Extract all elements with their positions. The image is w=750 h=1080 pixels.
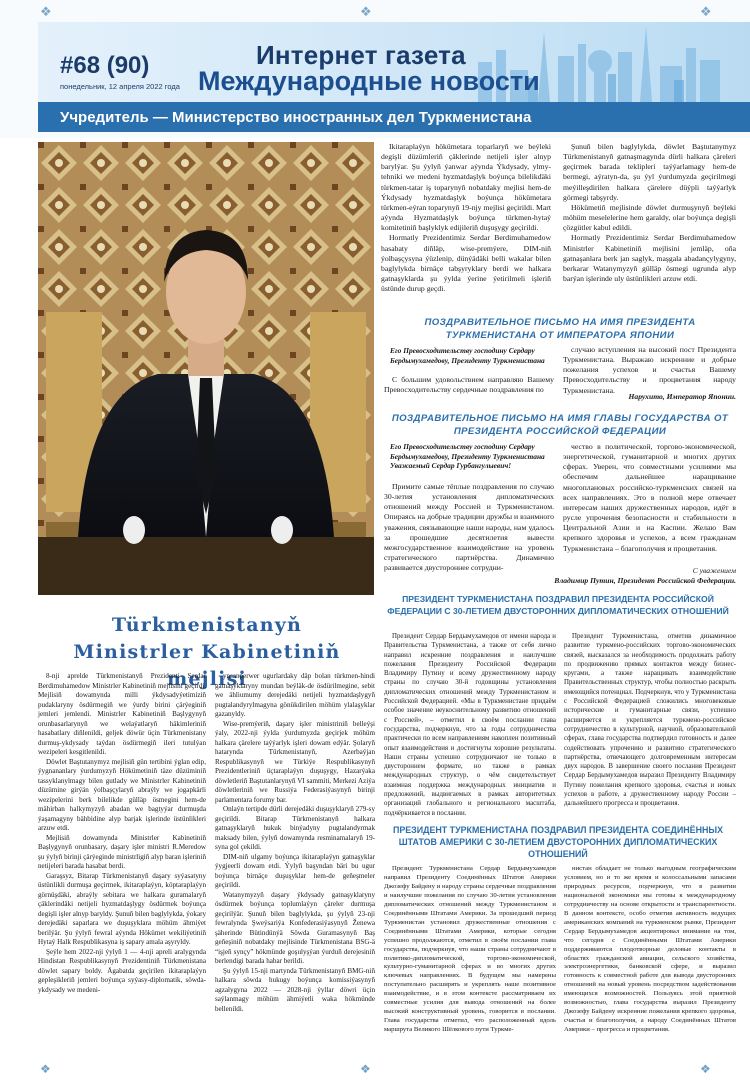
paragraph: Onlaýn tertipde dürli derejedäki duşuşyklaryň 279-sy geçirildi. Bitarap Türkmenistanyň halkara gatnaşyklaryň hukuk binýadyny pugtalandyrmak maksady bilen, ýylyň dowamynda resminamalaryň 19-syna gol çekildi. xyxy=(215,805,375,851)
russia-letter-signature: Владимир Путин, Президент Российской Федерации. xyxy=(554,576,736,585)
issue-date: понедельник, 12 апреля 2022 года xyxy=(60,82,180,91)
portrait-image-icon xyxy=(38,142,374,595)
usa-news-headline: ПРЕЗИДЕНТ ТУРКМЕНИСТАНА ПОЗДРАВИЛ ПРЕЗИДЕНТА СОЕДИНЁННЫХ ШТАТОВ АМЕРИКИ С 30-ЛЕТИЕМ ДВУСТОРОННИХ ДИПЛОМАТИЧЕСКИХ ОТНОШЕНИЙ xyxy=(380,825,736,860)
paragraph: ynsanperwer ugurlardaky däp bolan türkmen-hindi gatnaşyklaryny mundan beýläk-de ösdürilmegine, sebit we ähliumumy derejedäki netijeli hyzmatdaşlygyň pugtalandyrylmagyna gönükdirilen möhüm ylalaşyklar gazanyldy. xyxy=(215,672,375,718)
ornament-icon: ❖ xyxy=(700,4,712,19)
paragraph: Ikitaraplaýyn hökümetara toparlaryň we beýleki degişli düzümleriň çäklerinde netijeli işler alnyp barylýar. Şu ýylyň ýanwar aýynda Ýkdysady, ylmy-tehniki we medeni hyzmatdaşlyk boýunça bilelikdäki türkmen-tatar iş toparynyň nobatdaky mejlisi hem-de Ýkdysady hyzmatdaşlyk boýunça hökümetara türkmen-eýran toparynyň 19-njy mejlisi geçirildi. Mart aýynda Hyzmatdaşlyk boýunça türkmen-hytaý komitetiniň başlyklyk edijileriň duşuşygy geçirildi. xyxy=(381,142,551,233)
top-ornament xyxy=(0,0,750,22)
russia-letter-text-left xyxy=(384,482,554,573)
japan-text-right xyxy=(563,345,736,396)
paragraph: 8-nji aprelde Türkmenistanyň Prezidenti Serdar Berdimuhamedow Ministrler Kabinetiniň mejlisini geçirdi. Mejlisiň dowamynda milli ýkdysadyýetimiziň pudaklaryny ösdürmegiň we ýurdy birini çärýeginiň jemleri jemlendi. Ministrler Kabinetiniň Başlygynyň orunbasarlarynyň we welaýatlaryň häkimleriniň hasabatlary diňlenildi, geljek döwür üçin Türkmenistany durmuş-ykdysady taýdan ösdürmegiň ileri tutulýan wezipeleri kesgitlenildi. xyxy=(38,672,206,756)
japan-text-left xyxy=(384,375,554,395)
newspaper-title: Интернет газета xyxy=(256,40,466,70)
paragraph: Примите самые тёплые поздравления по случаю 30-летия установления дипломатических отношений между Россией и Туркменистаном. Опираясь на добрые традиции дружбы и взаимного уважения, связывающие наши народы, нам удалось за прошедшие десятилетия вывести межгосударственное взаимодействие на уровень стратегического партнёрства. Динамично развивается двустороннее сотрудни- xyxy=(384,482,554,573)
japan-address: Его Превосходительству господину Сердару Бердымухамедову, Президенту Туркменистана xyxy=(390,346,545,365)
paragraph: С большим удовольствием направляю Вашему Превосходительству сердечные поздравления по xyxy=(384,375,554,395)
masthead xyxy=(0,0,750,138)
paragraph: Wise-premýeriň, daşary işler ministriniň belleýşi ýaly, 2022-nji ýylda ýurdumyzda geçirjek möhüm halkara çärelere taýýarlyk işleri dowam edýär. Şolaryň hatarynda Türkmenistanyň, Azerbaýjan Respublikasynyň we Türkiýe Respublikasynyň Prezidentleriniň üçtaraplaýyn duşuşygy, Hazarýaka döwletleriň Baştutanlarynyň VI sammiti, Merkezi Aziýa döwletleriniň we Russiýa Federasiýasynyň birinji parlamentara forumy bar. xyxy=(215,719,375,804)
paragraph: Президент Туркменистана Сердар Бердымухамедов направил Президенту Соединённых Штатов Америки Джозефу Байдену и народу страны сердечные поздравления и наилучшие пожелания по случаю 30-летия установления дипломатических отношений между Туркменистаном и Соединёнными Штатами Америки. За прошедший период Туркменистан установил дружественные отношения с Соединёнными Штатами Америки, которые сегодня успешно продолжаются, отметил в своём послании глава государства, подчеркнув, что наши страны сотрудничают в политико-дипломатической, торгово-экономической, культурно-гуманитарной сферах и во многих других ключевых направлениях. В будущем мы намерены поступательно расширять и укреплять наше позитивное взаимодействие, и в этом контексте рассматриваем их совместные усилия для вывода отношений на более высокий конструктивный уровень, говорится в послании. Глава государства отметил, что расположенный вдоль маршрута Великого Шёлкового пути Туркме- xyxy=(384,865,556,1034)
article-column xyxy=(563,142,736,284)
paragraph: Watanymyzyň daşary ýkdysady gatnaşyklaryny ösdürmek boýunça toplumlaýyn çäreler durmuşa geçirilýär. Şunuň bilen baglylykda, şu ýylyň 23-nji fewralynda Şweýsariýa Konfederasiýasynyň Ženewa şäherinde Bütindünýä Söwda Guramasynyň Baş geňeşiniň nobatdaky mejlisinde Türkmenistana BSG-ä “işjeň synçy” hökmünde goşulyşýan ýurduň derejesiniň berlendigi barada habar berildi. xyxy=(215,890,375,965)
russia-news-headline: ПРЕЗИДЕНТ ТУРКМЕНИСТАНА ПОЗДРАВИЛ ПРЕЗИДЕНТА РОССИЙСКОЙ ФЕДЕРАЦИИ С 30-ЛЕТИЕМ ДВУСТОРОННИХ ДИПЛОМАТИЧЕСКИХ ОТНОШЕНИЙ xyxy=(380,594,736,617)
russia-letter-text-right xyxy=(563,442,736,554)
russia-letter-closing: С уважением xyxy=(692,566,736,575)
article-column xyxy=(381,142,551,294)
newspaper-subtitle: Международные новости xyxy=(198,66,540,96)
article-headline: Türkmenistanyň Ministrler Kabinetiniň mejlisi xyxy=(73,614,341,690)
ornament-icon: ❖ xyxy=(40,1062,51,1076)
japan-letter-headline: ПОЗДРАВИТЕЛЬНОЕ ПИСЬМО НА ИМЯ ПРЕЗИДЕНТА ТУРКМЕНИСТАНА ОТ ИМПЕРАТОРА ЯПОНИИ xyxy=(424,317,696,341)
ornament-icon: ❖ xyxy=(40,4,52,19)
ornament-icon: ❖ xyxy=(360,1062,371,1076)
paragraph: Mejlisiň dowamynda Ministrler Kabinetiniň Başlygynyň orunbasary, daşary işler ministri R.Meredow şu ýylyň birinji çärýeginde ministrligiň alyp baran işleriniň netijeleri barada hasabat berdi. xyxy=(38,833,206,870)
article-column xyxy=(215,672,375,1014)
founder-text: Учредитель — Министерство иностранных дел Туркменистана xyxy=(60,109,532,126)
paragraph: Garaşsyz, Bitarap Türkmenistanyň daşary syýasatyny üstünlikli durmuşa geçirmek, ikitaraplaýyn, köptaraplaýyn görnüşdäki, abraýly sebitara we halkara guramalaryň çäklerindäki netijeli hyzmatdaşlygy ösdürmek boýunça degişli işler alnyp baryldy. Şunuň bilen baglylykda, ýokary derejedäki saparlara we duşuşyklara möhüm ähmiýet berilýär. Şu ýylyň fewral aýynda Hökümet wekiliýetiniň Hytaý Halk Respublikasyna iş sapary amala aşyryldy. xyxy=(38,871,206,946)
paragraph: нистан обладает не только выгодным географическим условием, но и то же время и колоссальными запасами природных ресурсов, подчеркнув, что в развитии национальной экономики мы готовы к международному сотрудничеству на основе открытости и транспарентности. В данном контексте, особо отметив активность ведущих американских компаний на туркменском рынке, Президент Сердар Бердымухамедов акцентировал внимание на том, что сегодня с Соединёнными Штатами Америки поддерживаются плодотворные деловые контакты в областях гражданской авиации, сельского хозяйства, электроэнергетики, банковской сфере, и выразил готовность к совместной работе для вывода двусторонних отношений на новый уровень посредством задействования имеющихся возможностей. Пользуясь этой приятной возможностью, глава государства выразил Президенту Джозефу Байдену искренние пожелания крепкого здоровья, счастья и благополучия, а народу Соединённых Штатов Америки – прогресса и процветания. xyxy=(564,865,736,1034)
russia-letter-headline: ПОЗДРАВИТЕЛЬНОЕ ПИСЬМО НА ИМЯ ГЛАВЫ ГОСУДАРСТВА ОТ ПРЕЗИДЕНТА РОССИЙСКОЙ ФЕДЕРАЦИИ xyxy=(391,413,729,437)
russia-news-col-right xyxy=(564,632,736,809)
paragraph: Şunuň bilen baglylykda, döwlet Baştutanymyz Türkmenistanyň gatnaşmagynda dürli halkara çäreleri geçirmek barada teklipleri taýýarlamagy hem-de bermegi, aýratyn-da, şu ýyl ýurdumyzda geçirilmegi meýilleşdirilen halkara çärelere düýpli taýýarlyk görmegi tabşyrdy. xyxy=(563,142,736,202)
russia-letter-address: Его Превосходительству господину Сердару Бердымухамедову, Президенту Туркменистана Уважаемый Сердар Гурбангулыевич! xyxy=(390,442,545,471)
paragraph: Президент Туркменистана, отметив динамичное развитие туркмено-российских торгово-экономических связей, высказался за необходимость продолжать работу по продвижению прямых контактов между бизнес-кругами, а также наращивать взаимодействие Правительственных структур, чтобы полностью раскрыть имеющийся потенциал. Подчеркнув, что у Туркменистана с Российской Федерацией сложились многовековые исторические и гуманитарные связи, успешно расширяется и укрепляется туркмено-российское сотрудничество в культурной, научной, образовательной сферах, глава государства подтвердил готовность и далее содействовать упрочению и развитию стратегического партнёрства, отвечающего долговременным интересам двух народов. В завершение своего послания Президент Сердар Бердымухамедов выразил Президенту Владимиру Путину пожелания крепкого здоровья, счастья и новых успехов в работе, а дружественному народу России – дальнейшего прогресса и процветания. xyxy=(564,633,736,808)
paragraph: Döwlet Baştutanymyz mejlisiň gün tertibini ýglan edip, ýygnananlary ýurdumyzyň Hökümetiniň täze düzüminiň tassyklanylmagy bilen gutlady we Ministrler Kabinetiniň düzümine girýän ýolbaşçylaryň abraýly we jogapkärli wezipelerini berk bilelikde gülläp ösmegini hem-de mähirban halkymyzyň abadan we bagtyýar durmuşda ýaşamagyny bähbidine alyp barjak işlerinde üstünlikleri arzuw etdi. xyxy=(38,757,206,832)
paragraph: Hormatly Prezidentimiz Serdar Berdimuhamedow hasabaty diňläp, wise-premýere, DIM-niň ýolbaşçysyna ýüzlenip, dünýädäki belli wakalar bilen baglylykda birnäçe tabşyryklary berdi we halkara gatnaşyklarda şu ýylda ýerine ýetirilmeli işleriň üstünde durup geçdi. xyxy=(381,233,551,294)
paragraph: случаю вступления на высокий пост Президента Туркменистана. Выражаю искренние и добрые пожелания успехов и счастья Вашему Превосходительству и процветания народу Туркменистана. xyxy=(563,345,736,395)
paragraph: чество в политической, торгово-экономической, энергетической, гуманитарной и многих других сферах. Уверен, что совместными усилиями мы обеспечим дальнейшее наращивание многоплановых российско-туркменских связей на всех направлениях. Это в полной мере отвечает интересам наших дружественных народов, идёт в русле упрочения безопасности и стабильности в Центральной Азии и на Каспии. Желаю Вам крепкого здоровья и успехов, а всем гражданам Туркменистана – благополучия и процветания. xyxy=(563,442,736,553)
paragraph: Şu ýylyň 15-nji martynda Türkmenistanyň BMG-niň halkara söwda hukugy boýunça komissiýasynyň agzalygyna 2022 — 2028-nji ýyllar döwri üçin saýlanmagy möhüm ähmiýetli waka hökmünde bellenildi. xyxy=(215,966,375,1013)
ornament-icon: ❖ xyxy=(700,1062,711,1076)
issue-number: #68 (90) xyxy=(60,52,150,79)
paragraph: Hökümetiň mejlisinde döwlet durmuşynyň beýleki möhüm meselelerine hem garaldy, olar boýunça degişli çözgütler kabul edildi. xyxy=(563,202,736,233)
president-photo xyxy=(38,142,374,595)
paragraph: DIM-niň ulgamy boýunça ikitaraplaýyn gatnaşyklar ýygjeerli dowam etdi. Ýylyň başyndan bäri bu ugur boýunça birnäçe duşuşyklar hem-de geňeşmeler geçirildi. xyxy=(215,852,375,889)
paragraph: Президент Сердар Бердымухамедов от имени народа и Правительства Туркменистана, а также от себя лично направил искренние поздравления и наилучшие пожелания Президенту Российской Федерации Владимиру Путину и всему дружественному народу страны по случаю 30-й годовщины установления дипломатических отношений между Туркменистаном и Российской Федерацией. «Мы в Туркменистане придаём особое значение неукоснительному развитию отношений с Россией», – отметил в своём послании глава государства, подчеркнув, что за годы сотрудничества практически по всем направлениям накоплен позитивный опыт взаимодействия и достигнуты хорошие результаты. Наши страны успешно сотрудничают не только в двустороннем формате, но также в рамках международных структур, о чём свидетельствует взаимная поддержка международных инициатив и предложений, выдвигаемых в рамках авторитетных организаций глобального и регионального масштаба, подчёркивается в послании. xyxy=(384,633,556,817)
japan-signature: Нарухито, Император Японии. xyxy=(628,392,736,401)
article-column xyxy=(38,672,206,995)
usa-news-col-right xyxy=(564,865,736,1035)
paragraph: Şeýle hem 2022-nji ýylyň 1 — 4-nji apreli aralygynda Hindistan Respublikasynyň Prezidentiniň Türkmenistana döwlet sapary boldy. Ägabatda geçirilen ikitaraplaýyn gepleşikleriň jemleri boýunça syýasy-diplomatik, söwda-ykdysady we medeni- xyxy=(38,947,206,994)
paragraph: Hormatly Prezidentimiz Serdar Berdimuhamedow Ministrler Kabinetiniň mejlisini jemläp, oňa gatnaşanlara berk jan saglyk, maşgala abadançylygyny, berkarar Watanymyzyň gülläp ösmegi ugrunda alyp barýan işlerinde uly üstünlikleri arzuw etdi. xyxy=(563,233,736,284)
ornament-icon: ❖ xyxy=(360,4,372,19)
usa-news-col-left xyxy=(384,865,556,1035)
russia-news-col-left xyxy=(384,632,556,818)
